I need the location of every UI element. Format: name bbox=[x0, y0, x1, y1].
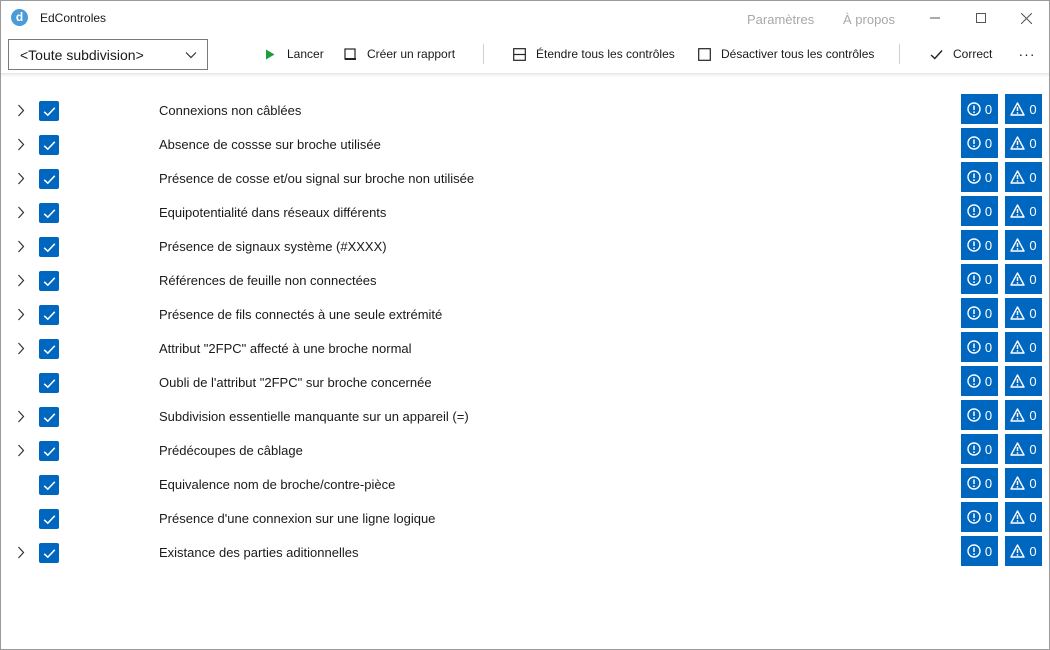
expand-chevron-icon[interactable] bbox=[14, 545, 28, 559]
expand-all-label: Étendre tous les contrôles bbox=[536, 47, 675, 61]
control-row bbox=[1, 128, 1049, 162]
error-count-button[interactable] bbox=[961, 536, 998, 566]
control-checkbox[interactable] bbox=[39, 203, 59, 223]
error-count-button[interactable] bbox=[961, 434, 998, 464]
control-checkbox[interactable] bbox=[39, 475, 59, 495]
error-count: 0 bbox=[984, 373, 993, 389]
error-count-button[interactable] bbox=[961, 230, 998, 260]
minimize-button[interactable] bbox=[912, 1, 958, 35]
checkbox-empty-icon bbox=[697, 47, 711, 61]
error-icon bbox=[967, 476, 981, 490]
error-count-button[interactable] bbox=[961, 502, 998, 532]
checkmark-icon bbox=[929, 47, 943, 61]
error-icon bbox=[967, 408, 981, 422]
warning-icon bbox=[1010, 136, 1025, 150]
control-row bbox=[1, 162, 1049, 196]
checkmark-icon bbox=[43, 446, 56, 457]
warning-count: 0 bbox=[1029, 509, 1037, 525]
about-link[interactable]: À propos bbox=[843, 12, 896, 27]
create-report-label: Créer un rapport bbox=[367, 47, 456, 61]
warning-icon bbox=[1010, 272, 1025, 286]
toolbar-divider bbox=[483, 44, 484, 64]
report-icon bbox=[343, 47, 357, 61]
checkmark-icon bbox=[43, 480, 56, 491]
error-icon bbox=[967, 238, 981, 252]
control-label: Références de feuille non connectées bbox=[159, 273, 377, 288]
close-button[interactable] bbox=[1003, 1, 1049, 35]
warning-count-button[interactable] bbox=[1005, 230, 1042, 260]
create-report-button[interactable] bbox=[343, 39, 455, 69]
error-count: 0 bbox=[984, 203, 993, 219]
error-icon bbox=[967, 306, 981, 320]
control-label: Oubli de l'attribut "2FPC" sur broche concernée bbox=[159, 375, 432, 390]
control-checkbox[interactable] bbox=[39, 271, 59, 291]
control-row bbox=[1, 468, 1049, 502]
control-row bbox=[1, 502, 1049, 536]
app-logo-icon: d bbox=[11, 9, 28, 26]
checkmark-icon bbox=[43, 344, 56, 355]
warning-icon bbox=[1010, 442, 1025, 456]
error-count: 0 bbox=[984, 339, 993, 355]
error-count: 0 bbox=[984, 271, 993, 287]
warning-count: 0 bbox=[1029, 407, 1037, 423]
error-count-button[interactable] bbox=[961, 128, 998, 158]
control-label: Prédécoupes de câblage bbox=[159, 443, 303, 458]
control-label: Présence de cosse et/ou signal sur broche non utilisée bbox=[159, 171, 475, 186]
warning-icon bbox=[1010, 102, 1025, 116]
expand-chevron-icon[interactable] bbox=[14, 103, 28, 117]
checkmark-icon bbox=[43, 378, 56, 389]
control-label: Subdivision essentielle manquante sur un appareil (=) bbox=[159, 409, 469, 424]
control-label: Existance des parties aditionnelles bbox=[159, 545, 359, 560]
control-label: Absence de cossse sur broche utilisée bbox=[159, 137, 381, 152]
subdivision-dropdown[interactable] bbox=[8, 39, 208, 70]
error-count-button[interactable] bbox=[961, 264, 998, 294]
error-count: 0 bbox=[984, 305, 993, 321]
warning-count: 0 bbox=[1029, 271, 1037, 287]
warning-count-button[interactable] bbox=[1005, 502, 1042, 532]
control-row bbox=[1, 366, 1049, 400]
warning-icon bbox=[1010, 340, 1025, 354]
control-checkbox[interactable] bbox=[39, 305, 59, 325]
control-checkbox[interactable] bbox=[39, 135, 59, 155]
control-checkbox[interactable] bbox=[39, 237, 59, 257]
disable-all-label: Désactiver tous les contrôles bbox=[721, 47, 875, 61]
warning-count: 0 bbox=[1029, 339, 1037, 355]
app-title: EdControles bbox=[40, 11, 107, 25]
error-count: 0 bbox=[984, 135, 993, 151]
error-count: 0 bbox=[984, 441, 993, 457]
control-label: Equipotentialité dans réseaux différents bbox=[159, 205, 387, 220]
error-count-button[interactable] bbox=[961, 332, 998, 362]
expand-chevron-icon[interactable] bbox=[14, 273, 28, 287]
warning-count-button[interactable] bbox=[1005, 536, 1042, 566]
expand-chevron-icon[interactable] bbox=[14, 205, 28, 219]
error-icon bbox=[967, 374, 981, 388]
expand-chevron-icon[interactable] bbox=[14, 137, 28, 151]
control-label: Présence de signaux système (#XXXX) bbox=[159, 239, 387, 254]
maximize-icon bbox=[976, 13, 986, 23]
control-checkbox[interactable] bbox=[39, 373, 59, 393]
error-count-button[interactable] bbox=[961, 196, 998, 226]
error-count-button[interactable] bbox=[961, 366, 998, 396]
error-count-button[interactable] bbox=[961, 94, 998, 124]
error-icon bbox=[967, 510, 981, 524]
control-row bbox=[1, 264, 1049, 298]
expand-chevron-icon[interactable] bbox=[14, 341, 28, 355]
control-row bbox=[1, 230, 1049, 264]
warning-icon bbox=[1010, 544, 1025, 558]
error-count-button[interactable] bbox=[961, 400, 998, 430]
error-icon bbox=[967, 340, 981, 354]
control-label: Présence de fils connectés à une seule extrémité bbox=[159, 307, 443, 322]
error-count: 0 bbox=[984, 543, 993, 559]
warning-icon bbox=[1010, 238, 1025, 252]
checkmark-icon bbox=[43, 140, 56, 151]
controls-list bbox=[1, 94, 1049, 570]
checkmark-icon bbox=[43, 548, 56, 559]
error-icon bbox=[967, 170, 981, 184]
toolbar bbox=[1, 35, 1049, 73]
control-checkbox[interactable] bbox=[39, 169, 59, 189]
expand-all-icon bbox=[512, 47, 526, 61]
control-row bbox=[1, 536, 1049, 570]
expand-chevron-icon[interactable] bbox=[14, 409, 28, 423]
warning-count: 0 bbox=[1029, 543, 1037, 559]
play-icon bbox=[263, 47, 277, 61]
maximize-button[interactable] bbox=[958, 1, 1004, 35]
warning-count: 0 bbox=[1029, 305, 1037, 321]
checkmark-icon bbox=[43, 242, 56, 253]
error-count: 0 bbox=[984, 237, 993, 253]
correct-button[interactable] bbox=[929, 39, 992, 69]
warning-icon bbox=[1010, 204, 1025, 218]
warning-count: 0 bbox=[1029, 135, 1037, 151]
warning-count-button[interactable] bbox=[1005, 332, 1042, 362]
control-row bbox=[1, 434, 1049, 468]
warning-icon bbox=[1010, 476, 1025, 490]
control-checkbox[interactable] bbox=[39, 543, 59, 563]
minimize-icon bbox=[930, 13, 940, 23]
warning-count-button[interactable] bbox=[1005, 264, 1042, 294]
settings-link[interactable]: Paramètres bbox=[747, 12, 815, 27]
expand-chevron-icon[interactable] bbox=[14, 307, 28, 321]
error-count-button[interactable] bbox=[961, 298, 998, 328]
checkmark-icon bbox=[43, 208, 56, 219]
toolbar-divider bbox=[899, 44, 900, 64]
warning-count: 0 bbox=[1029, 237, 1037, 253]
control-label: Equivalence nom de broche/contre-pièce bbox=[159, 477, 396, 492]
control-row bbox=[1, 298, 1049, 332]
error-icon bbox=[967, 272, 981, 286]
control-label: Présence d'une connexion sur une ligne logique bbox=[159, 511, 436, 526]
checkmark-icon bbox=[43, 276, 56, 287]
error-icon bbox=[967, 544, 981, 558]
error-icon bbox=[967, 442, 981, 456]
warning-icon bbox=[1010, 374, 1025, 388]
warning-count: 0 bbox=[1029, 373, 1037, 389]
warning-icon bbox=[1010, 510, 1025, 524]
chevron-down-icon bbox=[185, 49, 197, 61]
warning-count-button[interactable] bbox=[1005, 366, 1042, 396]
control-checkbox[interactable] bbox=[39, 441, 59, 461]
warning-count: 0 bbox=[1029, 441, 1037, 457]
error-count: 0 bbox=[984, 101, 993, 117]
expand-chevron-icon[interactable] bbox=[14, 171, 28, 185]
warning-icon bbox=[1010, 170, 1025, 184]
close-icon bbox=[1021, 13, 1032, 24]
error-icon bbox=[967, 102, 981, 116]
warning-count-button[interactable] bbox=[1005, 162, 1042, 192]
correct-label: Correct bbox=[953, 47, 993, 61]
control-checkbox[interactable] bbox=[39, 509, 59, 529]
error-count-button[interactable] bbox=[961, 162, 998, 192]
control-row bbox=[1, 94, 1049, 128]
control-checkbox[interactable] bbox=[39, 339, 59, 359]
error-icon bbox=[967, 204, 981, 218]
control-label: Connexions non câblées bbox=[159, 103, 302, 118]
title-bar bbox=[1, 1, 1049, 35]
warning-count-button[interactable] bbox=[1005, 400, 1042, 430]
disable-all-button[interactable] bbox=[697, 39, 874, 69]
error-icon bbox=[967, 136, 981, 150]
checkmark-icon bbox=[43, 514, 56, 525]
control-checkbox[interactable] bbox=[39, 407, 59, 427]
warning-count-button[interactable] bbox=[1005, 434, 1042, 464]
warning-count: 0 bbox=[1029, 203, 1037, 219]
warning-icon bbox=[1010, 408, 1025, 422]
error-count: 0 bbox=[984, 169, 993, 185]
error-count: 0 bbox=[984, 509, 993, 525]
control-label: Attribut "2FPC" affecté à une broche normal bbox=[159, 341, 412, 356]
warning-count-button[interactable] bbox=[1005, 468, 1042, 498]
warning-count-button[interactable] bbox=[1005, 128, 1042, 158]
run-button[interactable] bbox=[263, 39, 324, 69]
warning-count: 0 bbox=[1029, 169, 1037, 185]
checkmark-icon bbox=[43, 412, 56, 423]
warning-count-button[interactable] bbox=[1005, 94, 1042, 124]
checkmark-icon bbox=[43, 174, 56, 185]
warning-count: 0 bbox=[1029, 475, 1037, 491]
warning-count-button[interactable] bbox=[1005, 298, 1042, 328]
warning-count: 0 bbox=[1029, 101, 1037, 117]
expand-all-button[interactable] bbox=[512, 39, 675, 69]
expand-chevron-icon[interactable] bbox=[14, 443, 28, 457]
control-row bbox=[1, 400, 1049, 434]
subdivision-value: <Toute subdivision> bbox=[20, 46, 144, 63]
warning-icon bbox=[1010, 306, 1025, 320]
error-count: 0 bbox=[984, 407, 993, 423]
expand-chevron-icon[interactable] bbox=[14, 239, 28, 253]
more-options-button[interactable]: ··· bbox=[1018, 46, 1036, 62]
checkmark-icon bbox=[43, 106, 56, 117]
control-row bbox=[1, 196, 1049, 230]
run-button-label: Lancer bbox=[287, 47, 324, 61]
control-checkbox[interactable] bbox=[39, 101, 59, 121]
error-count-button[interactable] bbox=[961, 468, 998, 498]
error-count: 0 bbox=[984, 475, 993, 491]
toolbar-shadow bbox=[1, 73, 1049, 77]
warning-count-button[interactable] bbox=[1005, 196, 1042, 226]
checkmark-icon bbox=[43, 310, 56, 321]
control-row bbox=[1, 332, 1049, 366]
